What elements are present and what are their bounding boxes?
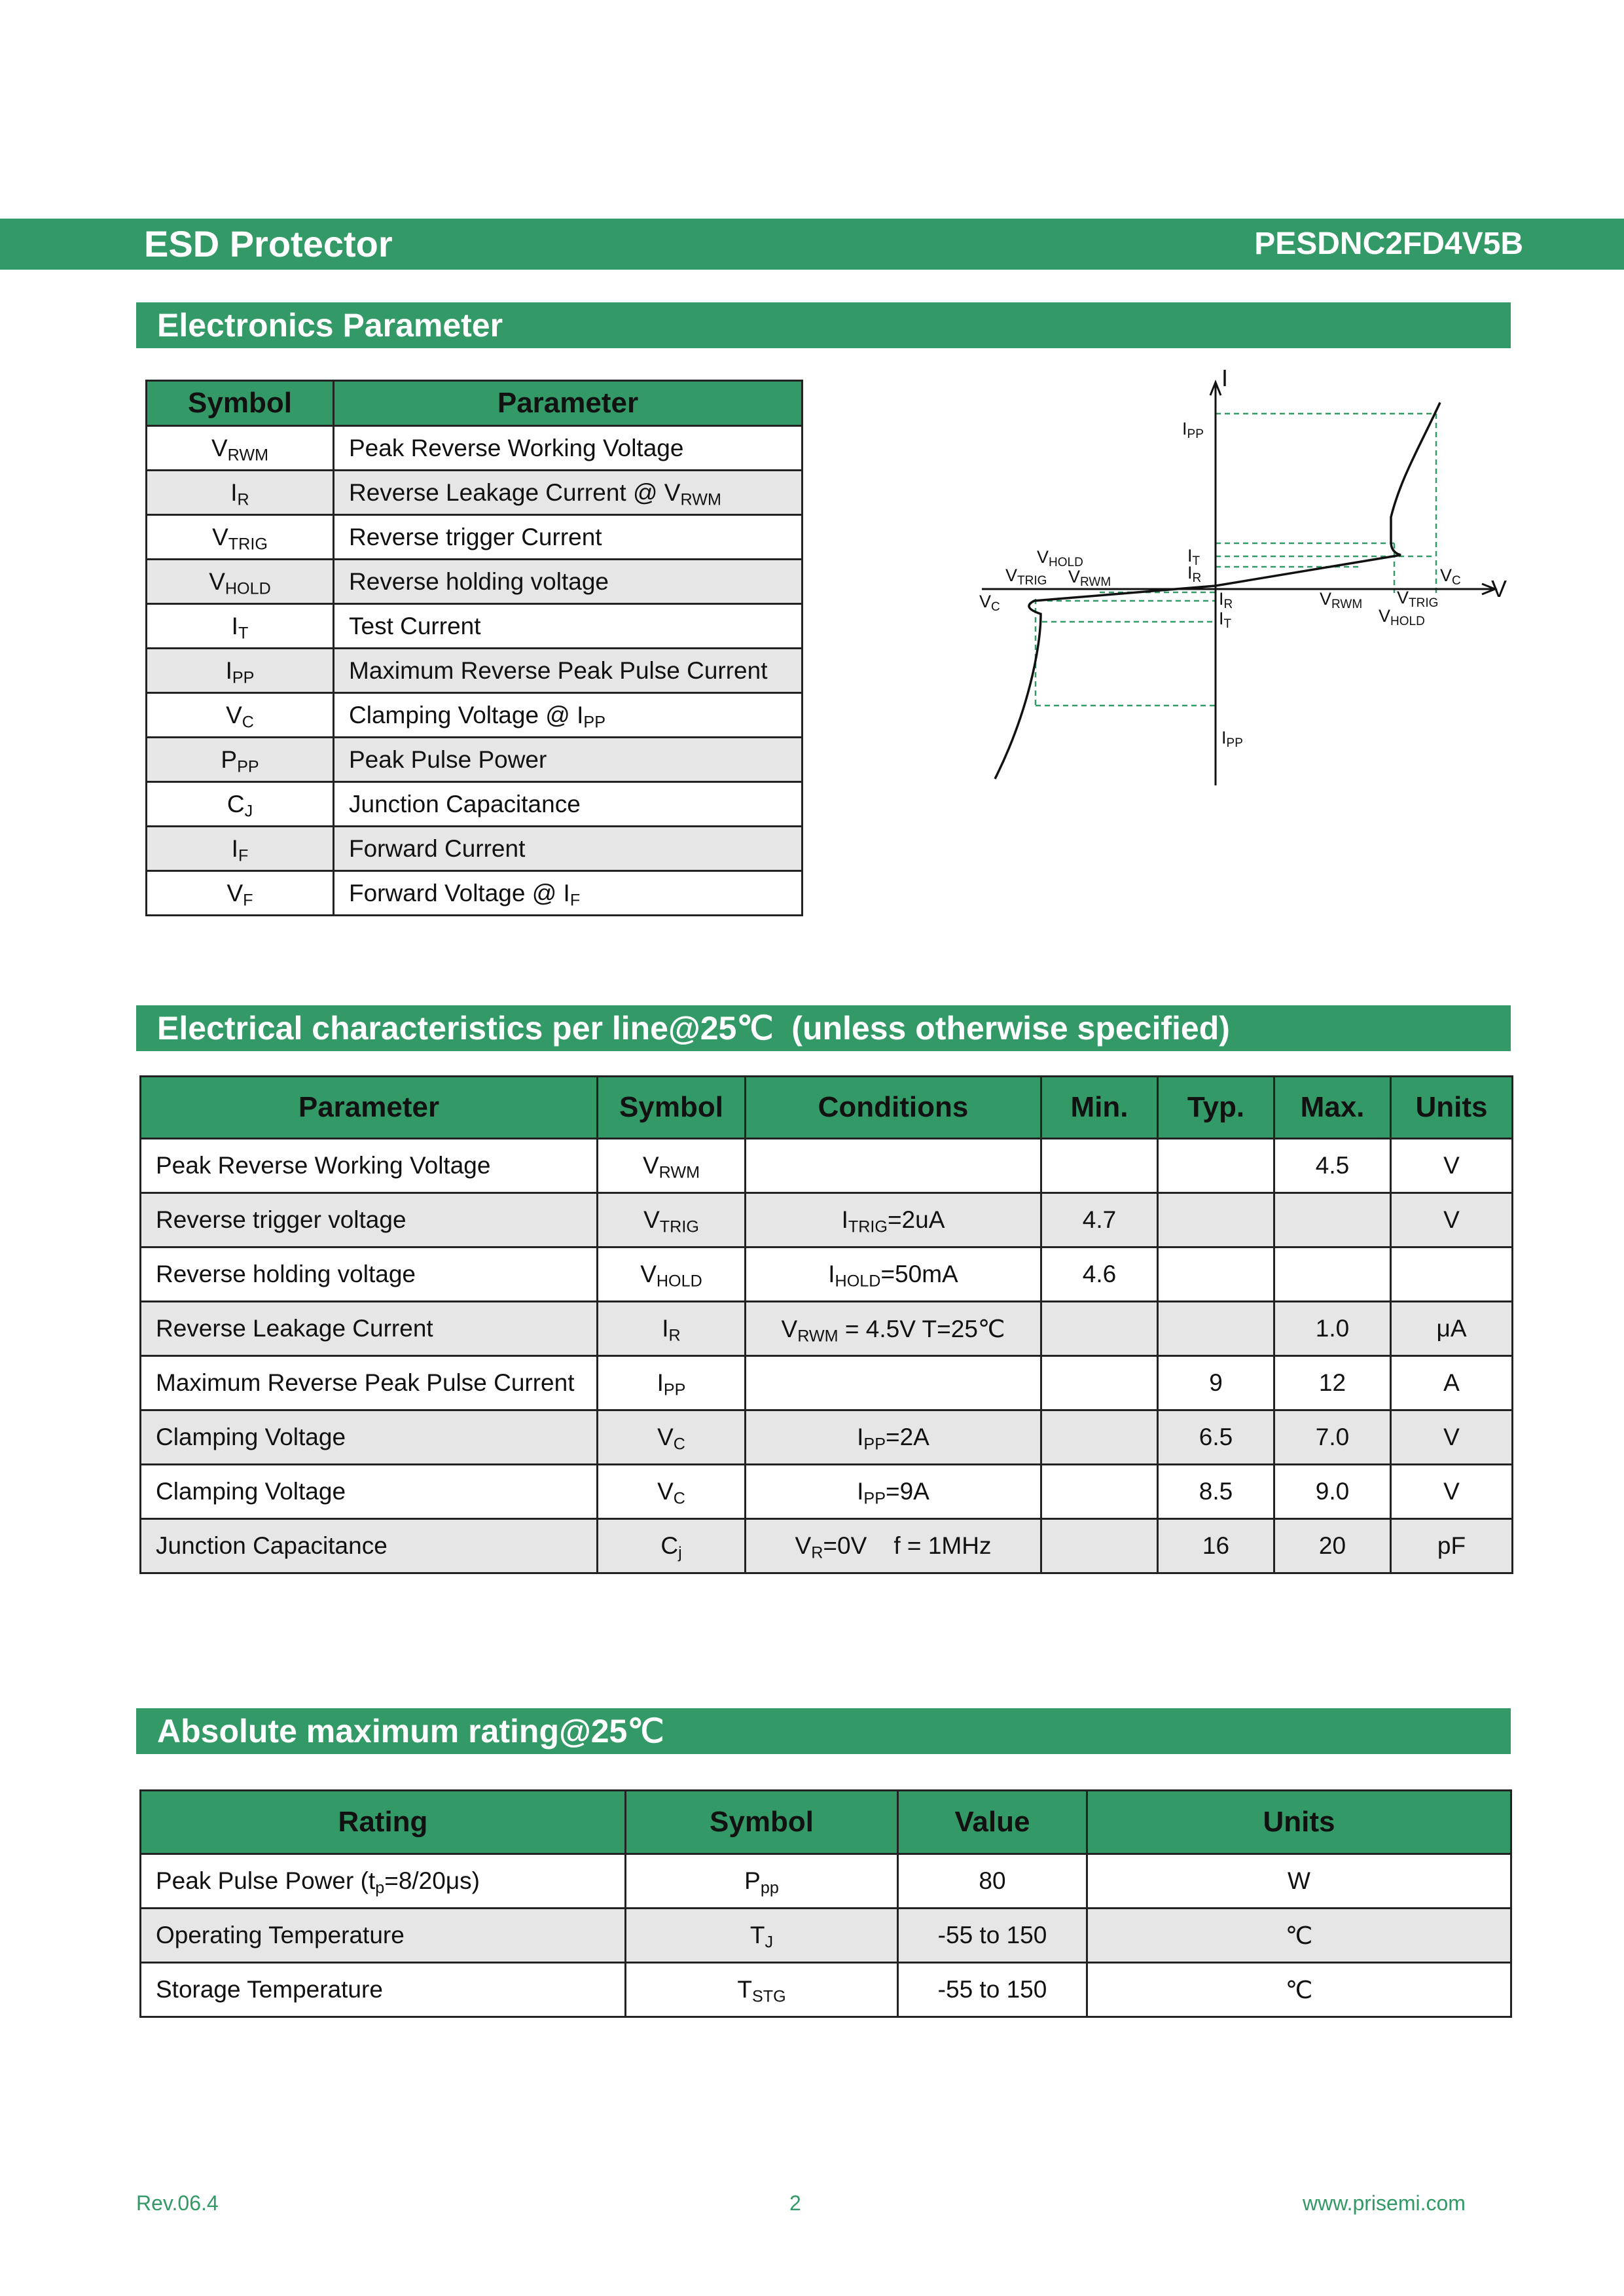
parameter-cell: Junction Capacitance	[141, 1519, 598, 1573]
max-cell: 7.0	[1274, 1410, 1391, 1465]
symbol-cell	[147, 693, 334, 738]
vrwm-right-label: VRWM	[1320, 589, 1363, 611]
conditions-cell	[746, 1465, 1041, 1519]
symbol-cell	[626, 1909, 898, 1963]
symbol-cell	[147, 560, 334, 604]
table-row	[141, 1193, 1513, 1247]
symbol-cell	[147, 604, 334, 649]
ipp-top-label: IPP	[1182, 419, 1204, 441]
typ-cell	[1158, 1193, 1274, 1247]
min-cell	[1041, 1465, 1158, 1519]
symbol-cell-main: I	[230, 478, 238, 506]
condition-subscript: HOLD	[835, 1272, 881, 1291]
parameter-ref-symbol: V	[664, 478, 681, 506]
symbol-cell-subscript: STG	[751, 1987, 786, 2006]
symbol-cell-subscript: RWM	[659, 1163, 700, 1182]
max-cell	[1274, 1247, 1391, 1302]
table-row	[141, 1302, 1513, 1356]
condition-symbol: V	[795, 1532, 812, 1559]
footer-revision: Rev.06.4	[136, 2191, 219, 2215]
rating-text: Operating Temperature	[156, 1922, 405, 1948]
symbol-cell	[147, 827, 334, 871]
min-cell	[1041, 1519, 1158, 1573]
symbol-cell-subscript: TRIG	[659, 1217, 699, 1236]
max-cell: 1.0	[1274, 1302, 1391, 1356]
axes	[982, 382, 1495, 785]
condition-value: =50mA	[880, 1261, 958, 1287]
vc-right-label: VC	[1440, 565, 1461, 588]
units-cell: A	[1391, 1356, 1513, 1410]
units-cell: μA	[1391, 1302, 1513, 1356]
symbol-cell-subscript: PP	[237, 757, 259, 776]
table-row	[147, 604, 803, 649]
conditions-cell	[746, 1519, 1041, 1573]
max-cell: 4.5	[1274, 1139, 1391, 1193]
symbol-cell-main: C	[660, 1532, 679, 1559]
symbol-cell-subscript: HOLD	[225, 579, 271, 598]
typ-cell: 16	[1158, 1519, 1274, 1573]
part-number: PESDNC2FD4V5B	[1254, 226, 1523, 261]
symbol-cell	[626, 1963, 898, 2017]
parameter-cell	[334, 604, 803, 649]
parameter-cell	[334, 827, 803, 871]
min-cell	[1041, 1410, 1158, 1465]
ipp-bottom-label: IPP	[1221, 728, 1243, 750]
symbol-cell	[147, 649, 334, 693]
units-cell: ℃	[1087, 1909, 1511, 1963]
parameter-cell: Clamping Voltage	[141, 1465, 598, 1519]
symbol-cell-main: V	[640, 1261, 657, 1287]
units-cell	[1391, 1247, 1513, 1302]
parameter-ref-subscript: PP	[583, 712, 605, 731]
value-cell: -55 to 150	[898, 1963, 1087, 2017]
header-bar	[0, 219, 1624, 270]
table-row	[147, 515, 803, 560]
symbol-cell-main: V	[226, 701, 242, 728]
parameter-text: Peak Reverse Working Voltage	[349, 434, 684, 461]
condition-subscript: R	[811, 1543, 823, 1562]
condition-subscript: RWM	[797, 1326, 839, 1345]
table-row	[147, 693, 803, 738]
table-row	[147, 471, 803, 515]
parameter-text: Junction Capacitance	[349, 790, 581, 817]
conditions-cell	[746, 1139, 1041, 1193]
parameter-text: Forward Current	[349, 834, 526, 862]
vtrig-right-label: VTRIG	[1397, 588, 1439, 610]
vtrig-left-label: VTRIG	[1005, 565, 1047, 588]
symbol-cell-subscript: HOLD	[656, 1272, 702, 1291]
condition-value: =9A	[885, 1478, 929, 1505]
axis-i-label: I	[1221, 367, 1229, 391]
condition-symbol: I	[841, 1206, 848, 1233]
it-top-label: IT	[1187, 546, 1200, 568]
rating-subscript: p	[375, 1878, 385, 1897]
conditions-cell	[746, 1193, 1041, 1247]
parameter-text: Forward Voltage @	[349, 879, 564, 906]
value-cell: -55 to 150	[898, 1909, 1087, 1963]
parameter-text: Test Current	[349, 612, 481, 639]
footer-page-number: 2	[789, 2191, 801, 2215]
conditions-cell	[746, 1410, 1041, 1465]
symbol-cell-main: V	[657, 1478, 674, 1505]
section-title: Electronics Parameter	[157, 307, 503, 344]
parameter-cell	[334, 649, 803, 693]
max-cell: 20	[1274, 1519, 1391, 1573]
conditions-cell	[746, 1302, 1041, 1356]
table-row	[147, 827, 803, 871]
condition-subscript: PP	[863, 1489, 886, 1508]
table-row	[141, 1963, 1511, 2017]
symbol-cell-main: V	[211, 434, 228, 461]
symbol-cell-main: V	[209, 567, 225, 595]
iv-characteristic-diagram	[969, 367, 1532, 798]
parameter-cell: Reverse holding voltage	[141, 1247, 598, 1302]
elec-table-header-cell: Min.	[1041, 1077, 1158, 1139]
rating-text: Storage Temperature	[156, 1976, 383, 2003]
symbol-cell-subscript: C	[673, 1489, 685, 1508]
value-cell: 80	[898, 1854, 1087, 1909]
elec-table-header-cell: Typ.	[1158, 1077, 1274, 1139]
symbol-cell	[598, 1139, 746, 1193]
min-cell	[1041, 1139, 1158, 1193]
symbol-cell-subscript: PP	[663, 1380, 686, 1399]
rating-text: Peak Pulse Power (t	[156, 1867, 376, 1894]
parameter-cell: Maximum Reverse Peak Pulse Current	[141, 1356, 598, 1410]
section-title: Electrical characteristics per line@25℃ (unless otherwise specified)	[157, 1010, 1230, 1047]
table-row	[141, 1139, 1513, 1193]
table-row	[141, 1854, 1511, 1909]
vhold-right-label: VHOLD	[1379, 606, 1425, 628]
table-row	[147, 738, 803, 782]
symbol-cell-subscript: J	[765, 1933, 774, 1952]
table-row	[147, 871, 803, 916]
parameter-ref-subscript: RWM	[680, 490, 721, 509]
parameter-cell	[334, 515, 803, 560]
typ-cell: 9	[1158, 1356, 1274, 1410]
rating-cell	[141, 1963, 626, 2017]
symbol-cell	[598, 1519, 746, 1573]
table-row	[147, 560, 803, 604]
units-cell: V	[1391, 1410, 1513, 1465]
symbol-parameter-table	[145, 380, 803, 916]
symbol-cell-main: I	[231, 834, 238, 862]
symbol-cell-main: V	[657, 1424, 674, 1450]
symbol-cell-subscript: j	[678, 1543, 682, 1562]
elec-table-header-cell: Conditions	[746, 1077, 1041, 1139]
condition-value: = 4.5V T=25℃	[838, 1315, 1005, 1342]
it-bottom-label: IT	[1219, 609, 1232, 631]
symbol-cell-main: V	[212, 523, 228, 550]
conditions-cell	[746, 1356, 1041, 1410]
symbol-cell-main: C	[226, 790, 245, 817]
min-cell	[1041, 1356, 1158, 1410]
symbol-cell-main: V	[226, 879, 244, 906]
symbol-cell	[147, 426, 334, 471]
symbol-cell-main: I	[231, 612, 238, 639]
parameter-text: Peak Pulse Power	[349, 745, 547, 773]
symbol-cell	[147, 471, 334, 515]
parameter-cell	[334, 782, 803, 827]
section-absolute-maximum-rating	[136, 1708, 1511, 1754]
parameter-ref-symbol: I	[563, 879, 570, 906]
parameter-text: Reverse Leakage Current @	[349, 478, 664, 506]
section-title: Absolute maximum rating@25℃	[157, 1713, 664, 1749]
parameter-ref-subscript: F	[569, 890, 581, 909]
table-row	[141, 1909, 1511, 1963]
typ-cell	[1158, 1302, 1274, 1356]
symbol-cell-subscript: pp	[760, 1878, 779, 1897]
param-table-header-cell: Symbol	[147, 381, 334, 426]
condition-symbol: I	[857, 1424, 864, 1450]
symbol-cell	[626, 1854, 898, 1909]
conditions-cell	[746, 1247, 1041, 1302]
condition-value: =0V f = 1MHz	[823, 1532, 992, 1559]
section-electrical-characteristics	[136, 1005, 1511, 1051]
symbol-cell	[147, 782, 334, 827]
symbol-cell-main: P	[221, 745, 238, 773]
condition-subscript: TRIG	[848, 1217, 888, 1236]
table-row	[147, 782, 803, 827]
typ-cell	[1158, 1247, 1274, 1302]
units-cell: V	[1391, 1139, 1513, 1193]
parameter-cell: Reverse trigger voltage	[141, 1193, 598, 1247]
elec-table-header-cell: Parameter	[141, 1077, 598, 1139]
units-cell: ℃	[1087, 1963, 1511, 2017]
parameter-cell: Reverse Leakage Current	[141, 1302, 598, 1356]
symbol-cell-subscript: F	[243, 890, 253, 909]
symbol-cell-subscript: RWM	[227, 445, 269, 464]
symbol-cell-main: P	[744, 1867, 761, 1894]
symbol-cell-subscript: F	[238, 846, 249, 865]
symbol-cell-main: T	[737, 1976, 752, 2003]
condition-symbol: V	[781, 1315, 798, 1342]
condition-symbol: I	[828, 1261, 835, 1287]
symbol-cell	[147, 515, 334, 560]
vhold-left-label: VHOLD	[1037, 547, 1083, 569]
symbol-cell	[598, 1410, 746, 1465]
rating-suffix: =8/20μs)	[384, 1867, 480, 1894]
symbol-cell	[598, 1302, 746, 1356]
symbol-cell-main: I	[225, 656, 232, 684]
parameter-cell: Clamping Voltage	[141, 1410, 598, 1465]
param-table-header-cell: Parameter	[334, 381, 803, 426]
typ-cell: 8.5	[1158, 1465, 1274, 1519]
min-cell: 4.7	[1041, 1193, 1158, 1247]
abs-table-header-cell: Symbol	[626, 1791, 898, 1854]
symbol-cell-subscript: R	[668, 1326, 681, 1345]
units-cell: V	[1391, 1465, 1513, 1519]
parameter-cell	[334, 560, 803, 604]
iv-curve	[995, 403, 1440, 779]
symbol-cell-main: T	[749, 1922, 765, 1948]
ir-top-label: IR	[1187, 563, 1202, 585]
abs-table-header-cell: Value	[898, 1791, 1087, 1854]
elec-table-header-cell: Symbol	[598, 1077, 746, 1139]
symbol-cell-main: I	[657, 1369, 664, 1396]
symbol-cell-subscript: C	[673, 1435, 685, 1454]
ir-bottom-label: IR	[1219, 589, 1233, 611]
symbol-cell-subscript: R	[237, 490, 249, 509]
parameter-cell	[334, 738, 803, 782]
symbol-cell-subscript: TRIG	[228, 534, 268, 553]
electrical-characteristics-table	[139, 1075, 1513, 1574]
parameter-cell	[334, 871, 803, 916]
table-row	[141, 1247, 1513, 1302]
units-cell: pF	[1391, 1519, 1513, 1573]
table-row	[147, 649, 803, 693]
table-row	[141, 1410, 1513, 1465]
symbol-cell-subscript: PP	[232, 668, 255, 687]
parameter-text: Clamping Voltage @	[349, 701, 577, 728]
table-row	[141, 1465, 1513, 1519]
abs-table-header-cell: Units	[1087, 1791, 1511, 1854]
parameter-cell: Peak Reverse Working Voltage	[141, 1139, 598, 1193]
table-row	[141, 1356, 1513, 1410]
condition-value: =2A	[885, 1424, 929, 1450]
rating-cell	[141, 1909, 626, 1963]
elec-table-header-cell: Units	[1391, 1077, 1513, 1139]
symbol-cell-subscript: J	[244, 801, 253, 820]
symbol-cell	[147, 871, 334, 916]
units-cell: V	[1391, 1193, 1513, 1247]
symbol-cell-subscript: T	[238, 623, 249, 642]
parameter-cell	[334, 426, 803, 471]
absolute-maximum-rating-table	[139, 1789, 1512, 2018]
table-row	[141, 1519, 1513, 1573]
symbol-cell-main: V	[642, 1152, 659, 1179]
elec-table-header-cell: Max.	[1274, 1077, 1391, 1139]
max-cell	[1274, 1193, 1391, 1247]
symbol-cell-subscript: C	[242, 712, 254, 731]
typ-cell	[1158, 1139, 1274, 1193]
document-title: ESD Protector	[144, 223, 393, 264]
min-cell: 4.6	[1041, 1247, 1158, 1302]
symbol-cell	[598, 1247, 746, 1302]
parameter-text: Reverse trigger Current	[349, 523, 602, 550]
min-cell	[1041, 1302, 1158, 1356]
table-row	[147, 426, 803, 471]
units-cell: W	[1087, 1854, 1511, 1909]
parameter-ref-symbol: I	[577, 701, 584, 728]
symbol-cell-main: V	[643, 1206, 660, 1233]
max-cell: 12	[1274, 1356, 1391, 1410]
parameter-text: Reverse holding voltage	[349, 567, 609, 595]
abs-table-header-cell: Rating	[141, 1791, 626, 1854]
parameter-text: Maximum Reverse Peak Pulse Current	[349, 656, 768, 684]
symbol-cell-main: I	[662, 1315, 669, 1342]
rating-cell	[141, 1854, 626, 1909]
footer-website-link[interactable]: www.prisemi.com	[1303, 2191, 1466, 2215]
symbol-cell	[598, 1356, 746, 1410]
symbol-cell	[147, 738, 334, 782]
symbol-cell	[598, 1193, 746, 1247]
parameter-cell	[334, 693, 803, 738]
vc-left-label: VC	[979, 592, 1000, 614]
section-electronics-parameter	[136, 302, 1511, 348]
vrwm-left-label: VRWM	[1068, 567, 1111, 589]
condition-value: =2uA	[887, 1206, 945, 1233]
typ-cell: 6.5	[1158, 1410, 1274, 1465]
condition-subscript: PP	[863, 1435, 886, 1454]
axis-v-label: V	[1491, 575, 1507, 602]
condition-symbol: I	[857, 1478, 864, 1505]
parameter-cell	[334, 471, 803, 515]
max-cell: 9.0	[1274, 1465, 1391, 1519]
symbol-cell	[598, 1465, 746, 1519]
